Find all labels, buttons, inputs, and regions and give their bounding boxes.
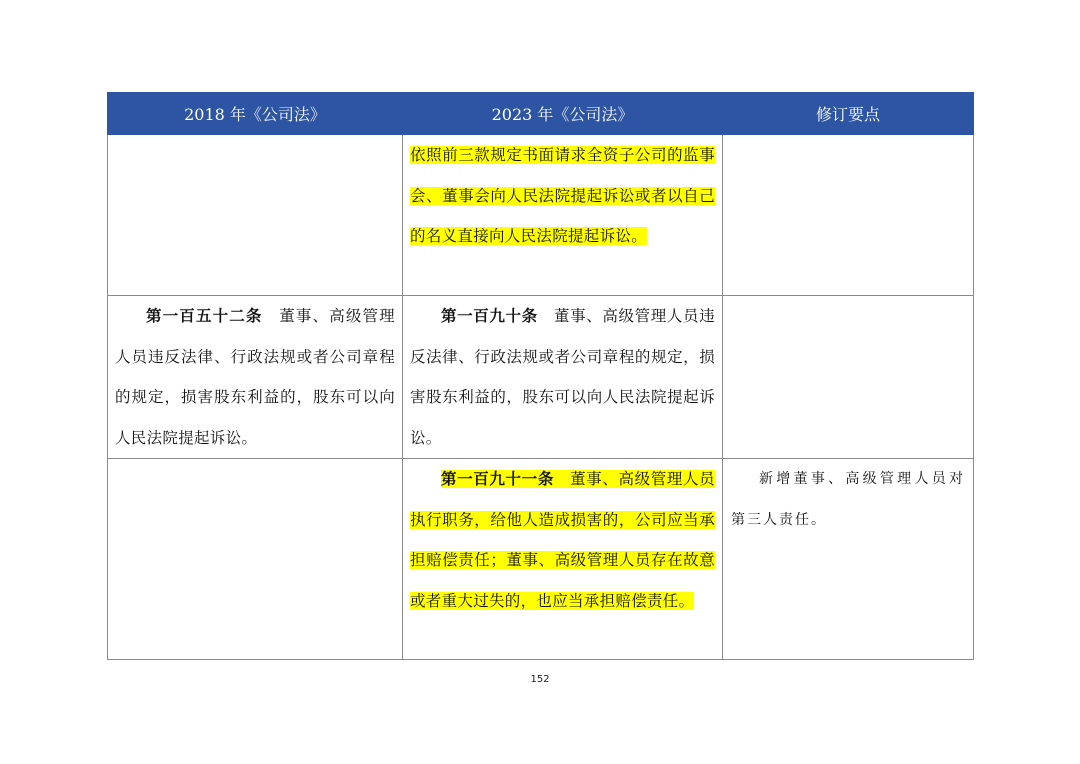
- header-2018: 2018 年《公司法》: [108, 93, 403, 135]
- table-header-row: [108, 93, 974, 135]
- cell-2018: [108, 135, 403, 296]
- old-text: 董事、高级管理人员违反法律、行政法规或者公司章程的规定，损害股东利益的，股东可以向人民法院提起诉讼。: [115, 307, 395, 447]
- page-number: 152: [530, 674, 550, 685]
- cell-2018: [108, 296, 403, 459]
- comparison-table: [107, 92, 974, 660]
- note-text: 新增董事、高级管理人员对第三人责任。: [731, 471, 965, 528]
- new-article: 第一百九十一条: [441, 469, 554, 488]
- new-text: 董事、高级管理人员执行职务，给他人造成损害的，公司应当承担赔偿责任；董事、高级管理人员存在故意或者重大过失的，也应当承担赔偿责任。: [410, 470, 715, 610]
- table-row: [108, 135, 974, 296]
- cell-2018: [108, 459, 403, 660]
- cell-2023: [403, 459, 723, 660]
- cell-note: [723, 459, 974, 660]
- table-row: [108, 296, 974, 459]
- header-2023: 2023 年《公司法》: [403, 93, 723, 135]
- old-article: 第一百五十二条: [146, 306, 263, 325]
- cell-2023: [403, 135, 723, 296]
- new-text: 依照前三款规定书面请求全资子公司的监事会、董事会向人民法院提起诉讼或者以自己的名义直接向人民法院提起诉讼。: [410, 146, 715, 245]
- new-article: 第一百九十条: [441, 306, 538, 325]
- cell-2023: [403, 296, 723, 459]
- header-revision-points: 修订要点: [723, 93, 974, 135]
- new-text: 董事、高级管理人员违反法律、行政法规或者公司章程的规定，损害股东利益的，股东可以向人民法院提起诉讼。: [410, 307, 715, 447]
- table-row: [108, 459, 974, 660]
- cell-note: [723, 135, 974, 296]
- cell-note: [723, 296, 974, 459]
